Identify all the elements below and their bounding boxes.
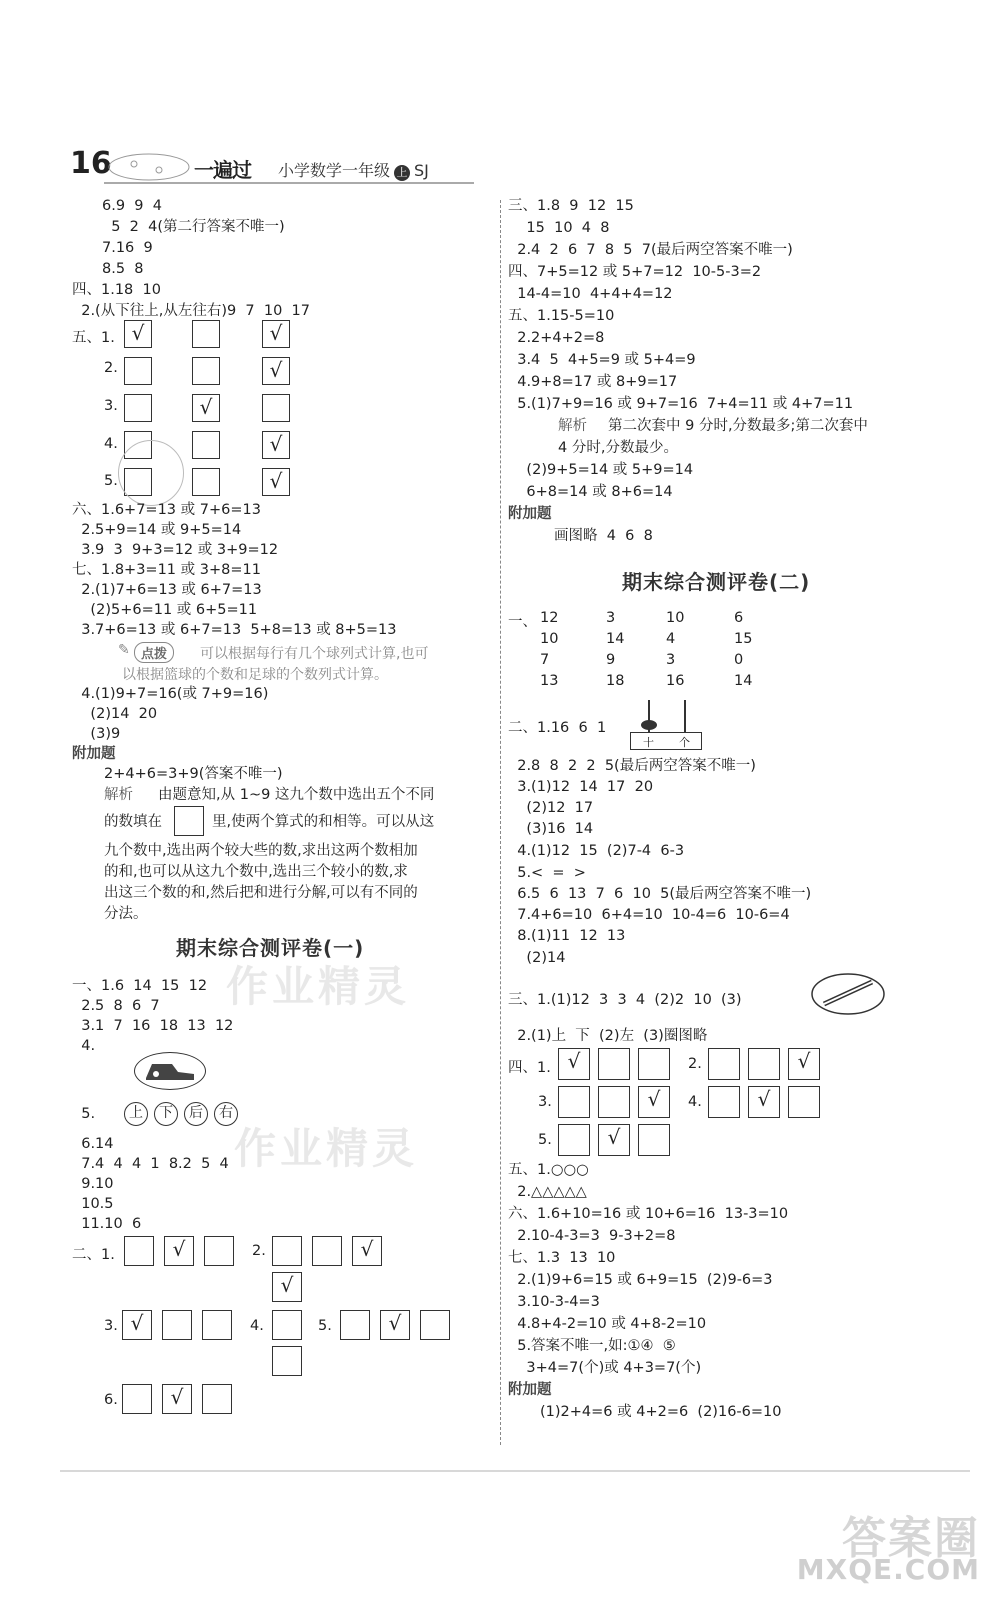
answer-line: 四、1.18 10 — [72, 282, 161, 298]
check-box[interactable] — [272, 1310, 302, 1340]
answer-line: 15 10 4 8 — [508, 220, 610, 236]
check-box[interactable] — [788, 1086, 820, 1118]
answer-line: (2)5+6=11 或 6+5=11 — [72, 602, 258, 618]
check-box[interactable]: √ — [262, 357, 290, 385]
blank-box — [174, 806, 204, 836]
check-box[interactable] — [272, 1236, 302, 1266]
section5-label-2: 2. — [104, 360, 118, 376]
check-box[interactable] — [192, 320, 220, 348]
four-q5-label: 5. — [538, 1132, 552, 1148]
check-box[interactable] — [312, 1236, 342, 1266]
check-box[interactable] — [202, 1384, 232, 1414]
answer-line: 2.(1)9+6=15 或 6+9=15 (2)9-6=3 — [508, 1272, 773, 1288]
abacus-bead — [641, 720, 657, 730]
exam1-title: 期末综合测评卷(一) — [176, 936, 365, 960]
section5-label-5: 5. — [104, 473, 118, 489]
answer-line: 4. — [72, 1038, 96, 1054]
check-box[interactable] — [204, 1236, 234, 1266]
answer-line: 2.2+4+2=8 — [508, 330, 605, 346]
answer-line: 三、1.8 9 12 15 — [508, 198, 634, 214]
answer-line: (2)12 17 — [508, 800, 594, 816]
stamp-icon — [118, 440, 184, 506]
answer-line: 七、1.8+3=11 或 3+8=11 — [72, 562, 261, 578]
check-box[interactable]: √ — [192, 394, 220, 422]
table-label: 一、 — [508, 614, 537, 630]
check-box[interactable] — [598, 1048, 630, 1080]
check-box[interactable] — [638, 1124, 670, 1156]
check-box[interactable]: √ — [380, 1310, 410, 1340]
watermark-2: 作业精灵 — [234, 1124, 419, 1173]
check-box[interactable] — [748, 1048, 780, 1080]
check-box[interactable]: √ — [748, 1086, 780, 1118]
answer-line: 六、1.6+10=16 或 10+6=16 13-3=10 — [508, 1206, 789, 1222]
table-cell: 7 — [540, 652, 550, 668]
table-cell: 14 — [606, 631, 625, 647]
analysis-line: 第二次套中 9 分时,分数最多;第二次套中 — [608, 418, 868, 434]
circle-option[interactable]: 后 — [184, 1102, 208, 1126]
exam2-title: 期末综合测评卷(二) — [622, 570, 811, 594]
section5-label-4: 4. — [104, 436, 118, 452]
check-box[interactable] — [202, 1310, 232, 1340]
answer-line: 七、1.3 13 10 — [508, 1250, 616, 1266]
analysis-label: 解析 — [104, 787, 133, 803]
circle-option[interactable]: 右 — [214, 1102, 238, 1126]
answer-line: 3.7+6=13 或 6+7=13 5+8=13 或 8+5=13 — [72, 622, 397, 638]
answer-line: (3)16 14 — [508, 821, 594, 837]
bottom-watermark-url: MXQE.COM — [796, 1553, 980, 1586]
circle-option[interactable]: 上 — [124, 1102, 148, 1126]
analysis-line: 分法。 — [104, 906, 148, 922]
answer-line: 2.5+9=14 或 9+5=14 — [72, 522, 242, 538]
four-q4-label: 4. — [688, 1094, 702, 1110]
check-box[interactable] — [340, 1310, 370, 1340]
check-box[interactable]: √ — [162, 1384, 192, 1414]
answer-line: 6.9 9 4 — [102, 198, 162, 214]
page-number: 16 — [70, 146, 112, 181]
table-cell: 13 — [540, 673, 559, 689]
bottom-watermark: 答案圈 — [842, 1513, 980, 1564]
pencil-icon: ✎ — [118, 642, 130, 658]
two-q1-line: 二、1.16 6 1 — [508, 720, 607, 736]
check-box[interactable] — [558, 1086, 590, 1118]
answer-line: 六、1.6+7=13 或 7+6=13 — [72, 502, 261, 518]
two-q1-label: 二、1. — [72, 1247, 115, 1263]
check-box[interactable] — [262, 394, 290, 422]
four-q2-label: 2. — [688, 1056, 702, 1072]
check-box[interactable] — [192, 468, 220, 496]
answer-line: 四、7+5=12 或 5+7=12 10-5-3=2 — [508, 264, 762, 280]
check-box[interactable]: √ — [262, 468, 290, 496]
q5-circles — [124, 1102, 244, 1126]
header-decoration — [104, 150, 194, 184]
answer-line: 7.4+6=10 6+4=10 10-4=6 10-6=4 — [508, 907, 790, 923]
check-box[interactable] — [598, 1086, 630, 1118]
table-cell: 0 — [734, 652, 744, 668]
check-box[interactable]: √ — [598, 1124, 630, 1156]
q5-label: 5. — [72, 1106, 96, 1122]
check-box[interactable] — [124, 357, 152, 385]
check-box[interactable] — [272, 1346, 302, 1376]
answer-line: 4.9+8=17 或 8+9=17 — [508, 374, 678, 390]
extra-label: 附加题 — [508, 506, 552, 522]
check-box[interactable] — [420, 1310, 450, 1340]
extra-label: 附加题 — [72, 746, 116, 762]
watermark: 作业精灵 — [226, 962, 411, 1011]
check-box[interactable]: √ — [788, 1048, 820, 1080]
table-cell: 6 — [734, 610, 744, 626]
answer-line: 3+4=7(个)或 4+3=7(个) — [508, 1360, 702, 1376]
analysis-line: 由题意知,从 1~9 这九个数中选出五个不同 — [158, 787, 435, 803]
shoe-icon — [142, 1056, 198, 1084]
table-cell: 3 — [666, 652, 676, 668]
table-cell: 15 — [734, 631, 753, 647]
answer-line: 3.4 5 4+5=9 或 5+4=9 — [508, 352, 696, 368]
answer-line: 画图略 4 6 8 — [554, 528, 653, 544]
answer-line: 9.10 — [72, 1176, 114, 1192]
table-cell: 14 — [734, 673, 753, 689]
answer-line: 五、1.15-5=10 — [508, 308, 615, 324]
answer-line: 2.10-4-3=3 9-3+2=8 — [508, 1228, 676, 1244]
analysis-line: 九个数中,选出两个较大些的数,求出这两个数相加 — [104, 843, 418, 859]
answer-line: 11.10 6 — [72, 1216, 142, 1232]
answer-line: 6.5 6 13 7 6 10 5(最后两空答案不唯一) — [508, 886, 812, 902]
check-box[interactable] — [192, 431, 220, 459]
two-q6-label: 6. — [104, 1392, 118, 1408]
abacus-rod — [684, 700, 686, 732]
analysis-line: 4 分时,分数最少。 — [558, 440, 678, 456]
check-box[interactable]: √ — [558, 1048, 590, 1080]
check-box[interactable] — [192, 357, 220, 385]
check-box[interactable]: √ — [272, 1272, 302, 1302]
four-q1-label: 四、1. — [508, 1060, 551, 1076]
table-cell: 16 — [666, 673, 685, 689]
answer-line: 8.(1)11 12 13 — [508, 928, 626, 944]
check-box[interactable] — [558, 1124, 590, 1156]
answer-line: 5.答案不唯一,如:①④ ⑤ — [508, 1338, 676, 1354]
four-q3-label: 3. — [538, 1094, 552, 1110]
answer-line: 4.8+4-2=10 或 4+8-2=10 — [508, 1316, 707, 1332]
check-box[interactable]: √ — [262, 320, 290, 348]
table-cell: 18 — [606, 673, 625, 689]
check-box[interactable] — [708, 1048, 740, 1080]
check-box[interactable] — [124, 394, 152, 422]
tip-label: 点拨 — [134, 642, 174, 663]
two-q4-label: 4. — [250, 1318, 264, 1334]
pencil-circle-icon — [810, 972, 886, 1016]
circle-option[interactable]: 下 — [154, 1102, 178, 1126]
three-q2-line: 2.(1)上 下 (2)左 (3)圈图略 — [508, 1028, 708, 1044]
answer-line: 4.(1)9+7=16(或 7+9=16) — [72, 686, 269, 702]
volume-badge: 上 — [394, 165, 410, 181]
header-rule — [104, 180, 474, 186]
check-box[interactable] — [122, 1384, 152, 1414]
answer-line: 7.16 9 — [102, 240, 153, 256]
extra-label: 附加题 — [508, 1382, 552, 1398]
check-box[interactable]: √ — [262, 431, 290, 459]
answer-line: 3.10-3-4=3 — [508, 1294, 600, 1310]
two-q5-label: 5. — [318, 1318, 332, 1334]
tip-text-2: 以根据篮球的个数和足球的个数列式计算。 — [122, 667, 388, 683]
answer-line: 2.△△△△△ — [508, 1184, 587, 1200]
answer-line: 6.14 — [72, 1136, 114, 1152]
table-cell: 10 — [540, 631, 559, 647]
table-cell: 4 — [666, 631, 676, 647]
answer-line: (2)14 — [508, 950, 566, 966]
analysis-line: 出这三个数的和,然后把和进行分解,可以有不同的 — [104, 885, 418, 901]
bottom-rule — [60, 1470, 970, 1472]
brand-logo: 一遍过 — [194, 158, 251, 182]
answer-line: 五、1.○○○ — [508, 1162, 589, 1178]
analysis-line: 的和,也可以从这九个数中,选出三个较小的数,求 — [104, 864, 408, 880]
book-title: 小学数学一年级 上 SJ — [278, 161, 429, 180]
abacus-diagram — [630, 696, 704, 752]
answer-line: 4.(1)12 15 (2)7-4 6-3 — [508, 843, 685, 859]
answer-line: 8.5 8 — [102, 261, 144, 277]
answer-line: 2.5 8 6 7 — [72, 998, 160, 1014]
answer-line: 14-4=10 4+4+4=12 — [508, 286, 673, 302]
check-box[interactable] — [708, 1086, 740, 1118]
answer-line: 2.(从下往上,从左往右)9 7 10 17 — [72, 303, 310, 319]
check-box[interactable] — [162, 1310, 192, 1340]
answer-line: 3.(1)12 14 17 20 — [508, 779, 654, 795]
check-box[interactable]: √ — [122, 1310, 152, 1340]
table-cell: 3 — [606, 610, 616, 626]
answer-line: 3.1 7 16 18 13 12 — [72, 1018, 234, 1034]
answer-line: 5.< = > — [508, 865, 586, 881]
answer-line: (3)9 — [72, 726, 121, 742]
answer-line: 10.5 — [72, 1196, 114, 1212]
answer-line: 5.(1)7+9=16 或 9+7=16 7+4=11 或 4+7=11 — [508, 396, 854, 412]
check-box[interactable] — [124, 1236, 154, 1266]
table-cell: 10 — [666, 610, 685, 626]
answer-line: 5 2 4(第二行答案不唯一) — [102, 219, 285, 235]
section5-label-1: 五、1. — [72, 330, 115, 346]
answer-line: (2)14 20 — [72, 706, 158, 722]
analysis-line: 里,使两个算式的和相等。可以从这 — [212, 814, 435, 830]
column-divider — [500, 200, 501, 1445]
answer-line: 一、1.6 14 15 12 — [72, 978, 208, 994]
check-box[interactable]: √ — [124, 320, 152, 348]
two-q2-label: 2. — [252, 1243, 266, 1259]
table-cell: 12 — [540, 610, 559, 626]
answer-line: 2.4 2 6 7 8 5 7(最后两空答案不唯一) — [508, 242, 793, 258]
three-q1-line: 三、1.(1)12 3 3 4 (2)2 10 (3) — [508, 992, 742, 1008]
two-q3-label: 3. — [104, 1318, 118, 1334]
answer-line: (1)2+4=6 或 4+2=6 (2)16-6=10 — [540, 1404, 782, 1420]
section5-label-3: 3. — [104, 398, 118, 414]
answer-line: 3.9 3 9+3=12 或 3+9=12 — [72, 542, 279, 558]
check-box[interactable]: √ — [352, 1236, 382, 1266]
tip-text: 可以根据每行有几个球列式计算,也可 — [200, 646, 429, 662]
answer-line: (2)9+5=14 或 5+9=14 — [508, 462, 694, 478]
answer-line: 2+4+6=3+9(答案不唯一) — [104, 766, 283, 782]
check-box[interactable]: √ — [164, 1236, 194, 1266]
abacus-base: 十 个 — [630, 732, 702, 750]
table-cell: 9 — [606, 652, 616, 668]
check-box[interactable] — [638, 1048, 670, 1080]
answer-line: 2.8 8 2 2 5(最后两空答案不唯一) — [508, 758, 756, 774]
answer-line: 7.4 4 4 1 8.2 5 4 — [72, 1156, 229, 1172]
analysis-label: 解析 — [558, 418, 587, 434]
answer-line: 6+8=14 或 8+6=14 — [508, 484, 673, 500]
check-box[interactable]: √ — [638, 1086, 670, 1118]
analysis-line: 的数填在 — [104, 814, 162, 830]
answer-line: 2.(1)7+6=13 或 6+7=13 — [72, 582, 262, 598]
